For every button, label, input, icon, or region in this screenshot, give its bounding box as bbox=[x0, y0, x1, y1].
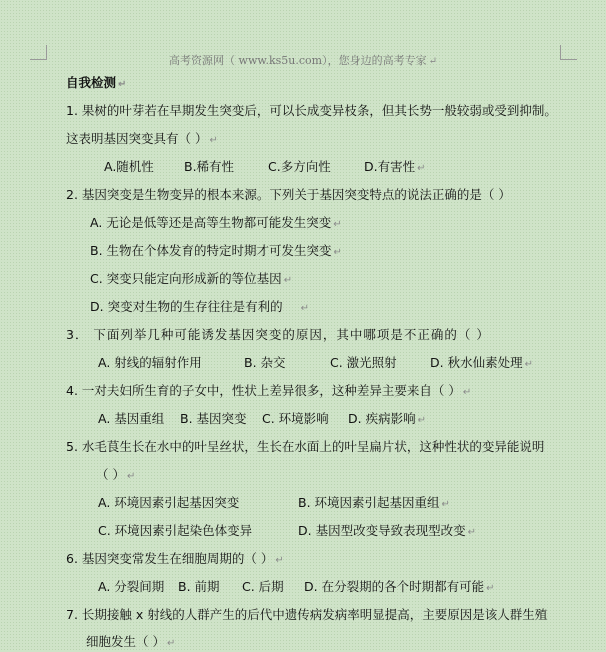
option-b: B. 前期 bbox=[178, 579, 220, 594]
question-4-stem: 4. 一对夫妇所生育的子女中，性状上差异很多，这种差异主要来自（ ） ↵ bbox=[66, 383, 472, 398]
option-d: D. 疾病影响 bbox=[348, 411, 416, 426]
question-2-option-b: B. 生物在个体发育的特定时期才可发生突变 ↵ bbox=[90, 243, 342, 258]
question-1-line-2: 这表明基因突变具有（ ） ↵ bbox=[66, 131, 218, 146]
header-text: 高考资源网（ www.ks5u.com），您身边的高考专家 bbox=[169, 54, 427, 67]
paragraph-mark-icon: ↵ bbox=[417, 415, 426, 426]
paragraph-mark-icon: ↵ bbox=[209, 135, 218, 146]
option-b: B.稀有性 bbox=[184, 159, 235, 174]
paragraph-mark-icon: ↵ bbox=[428, 56, 437, 67]
option-c: C. 激光照射 bbox=[330, 355, 397, 370]
paragraph-mark-icon: ↵ bbox=[441, 499, 450, 510]
paragraph-mark-icon: ↵ bbox=[333, 247, 342, 258]
question-5-line-1: 5. 水毛茛生长在水中的叶呈丝状，生长在水面上的叶呈扁片状，这种性状的变异能说明 bbox=[66, 439, 545, 454]
option-a: A. 射线的辐射作用 bbox=[98, 355, 202, 370]
option-c: C. 后期 bbox=[242, 579, 284, 594]
option-d: D. 在分裂期的各个时期都有可能 bbox=[304, 579, 485, 594]
question-5-options-row-1 bbox=[98, 495, 450, 513]
option-d: D.有害性 bbox=[364, 159, 416, 174]
question-2-option-d: D. 突变对生物的生存往往是有利的 ↵ bbox=[90, 299, 309, 314]
paragraph-mark-icon: ↵ bbox=[333, 219, 342, 230]
page-header bbox=[0, 52, 606, 68]
question-2-option-c: C. 突变只能定向形成新的等位基因 ↵ bbox=[90, 271, 293, 286]
question-2-option-a: A. 无论是低等还是高等生物都可能发生突变 ↵ bbox=[90, 215, 342, 230]
option-d: D. 秋水仙素处理 bbox=[430, 355, 523, 370]
question-3-options bbox=[98, 355, 533, 373]
paragraph-mark-icon: ↵ bbox=[462, 387, 472, 398]
option-a: A.随机性 bbox=[104, 159, 154, 174]
paragraph-mark-icon: ↵ bbox=[486, 583, 495, 594]
question-3-stem: 3． 下面列举几种可能诱发基因突变的原因，其中哪项是不正确的（ ） bbox=[66, 327, 490, 342]
paragraph-mark-icon: ↵ bbox=[417, 163, 426, 174]
paragraph-mark-icon: ↵ bbox=[166, 638, 176, 649]
option-b: B. 环境因素引起基因重组 bbox=[298, 495, 440, 510]
option-d: D. 基因型改变导致表现型改变 bbox=[298, 523, 466, 538]
question-4-options bbox=[98, 411, 426, 429]
option-c: C. 环境因素引起染色体变异 bbox=[98, 523, 253, 538]
paragraph-mark-icon: ↵ bbox=[275, 555, 284, 566]
option-c: C. 环境影响 bbox=[262, 411, 329, 426]
question-6-stem: 6. 基因突变常发生在细胞周期的（ ） ↵ bbox=[66, 551, 284, 566]
paragraph-mark-icon: ↵ bbox=[126, 471, 136, 482]
option-a: A. 环境因素引起基因突变 bbox=[98, 495, 240, 510]
paragraph-mark-icon: ↵ bbox=[300, 303, 309, 314]
paragraph-mark-icon: ↵ bbox=[524, 359, 533, 370]
question-2-stem: 2. 基因突变是生物变异的根本来源。下列关于基因突变特点的说法正确的是（ ） bbox=[66, 187, 511, 202]
question-5-options-row-2 bbox=[98, 523, 476, 541]
option-c: C.多方向性 bbox=[268, 159, 331, 174]
question-5-line-2: （ ） ↵ bbox=[96, 467, 136, 482]
question-1-options bbox=[104, 159, 426, 177]
paragraph-mark-icon: ↵ bbox=[467, 527, 476, 538]
question-6-options bbox=[98, 579, 494, 597]
question-1-line-1: 1. 果树的叶芽若在早期发生突变后，可以长成变异枝条，但其长势一般较弱或受到抑制。 bbox=[66, 103, 557, 118]
paragraph-mark-icon: ↵ bbox=[283, 275, 293, 286]
question-7-line-1: 7. 长期接触 x 射线的人群产生的后代中遗传病发病率明显提高，主要原因是该人群生殖 bbox=[66, 607, 548, 622]
option-b: B. 基因突变 bbox=[180, 411, 247, 426]
question-7-line-2: 细胞发生（ ） ↵ bbox=[86, 634, 176, 649]
option-a: A. 分裂间期 bbox=[98, 579, 165, 594]
paragraph-mark-icon: ↵ bbox=[118, 79, 127, 90]
section-title: 自我检测 ↵ bbox=[66, 75, 127, 90]
option-a: A. 基因重组 bbox=[98, 411, 165, 426]
option-b: B. 杂交 bbox=[244, 355, 286, 370]
